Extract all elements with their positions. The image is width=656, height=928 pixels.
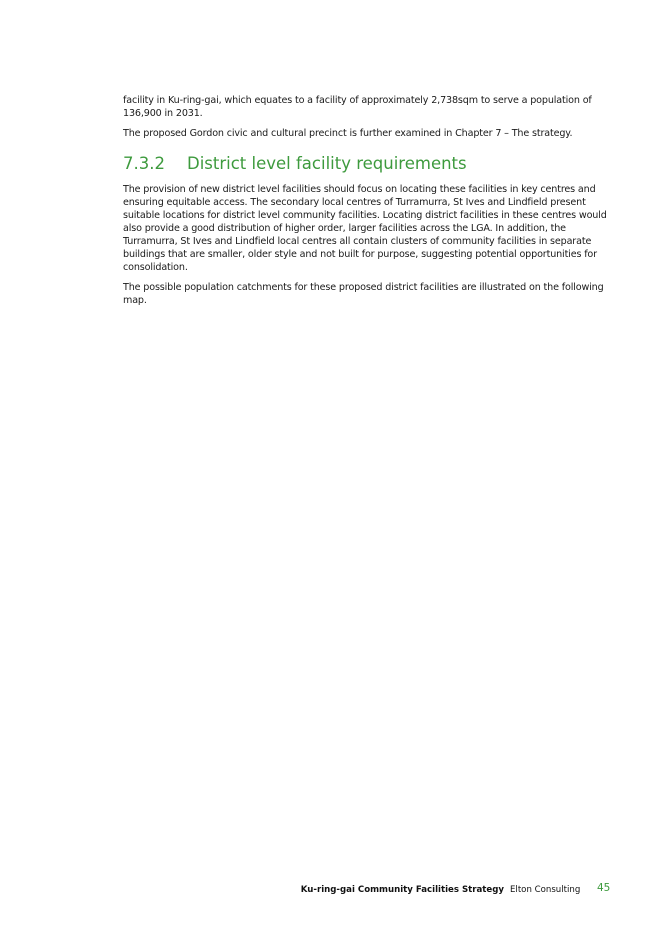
paragraph-gordon-precinct: The proposed Gordon civic and cultural precinct is further examined in Chapter 7 – The strategy. (123, 128, 573, 139)
footer-document-title: Ku-ring-gai Community Facilities Strategy (300, 885, 504, 895)
section-number: 7.3.2 (123, 154, 165, 173)
paragraph-population-catchments: The possible population catchments for these proposed district facilities are illustrated on the following map. (123, 282, 604, 306)
section-heading (123, 154, 608, 174)
page-footer (0, 882, 656, 898)
paragraph-facility-size: facility in Ku-ring-gai, which equates to a facility of approximately 2,738sqm to serve a population of 136,900 in 2031. (123, 95, 592, 119)
paragraph-district-facilities: The provision of new district level facilities should focus on locating these facilities in key centres and ensuring equitable access. The secondary local centres of Turramurra, St Ives and Lindfield present suitable locations for district level community facilities. Locating district facilities in these centres would also provide a good distribution of higher order, larger facilities across the LGA. In addition, the Turramurra, St Ives and Lindfield local centres all contain clusters of community facilities in separate buildings that are smaller, older style and not built for purpose, suggesting potential opportunities for consolidation. (123, 184, 607, 273)
footer-organization: Elton Consulting (510, 885, 581, 895)
document-body (123, 94, 608, 314)
section-title: District level facility requirements (187, 154, 467, 173)
page-number: 45 (597, 882, 611, 894)
